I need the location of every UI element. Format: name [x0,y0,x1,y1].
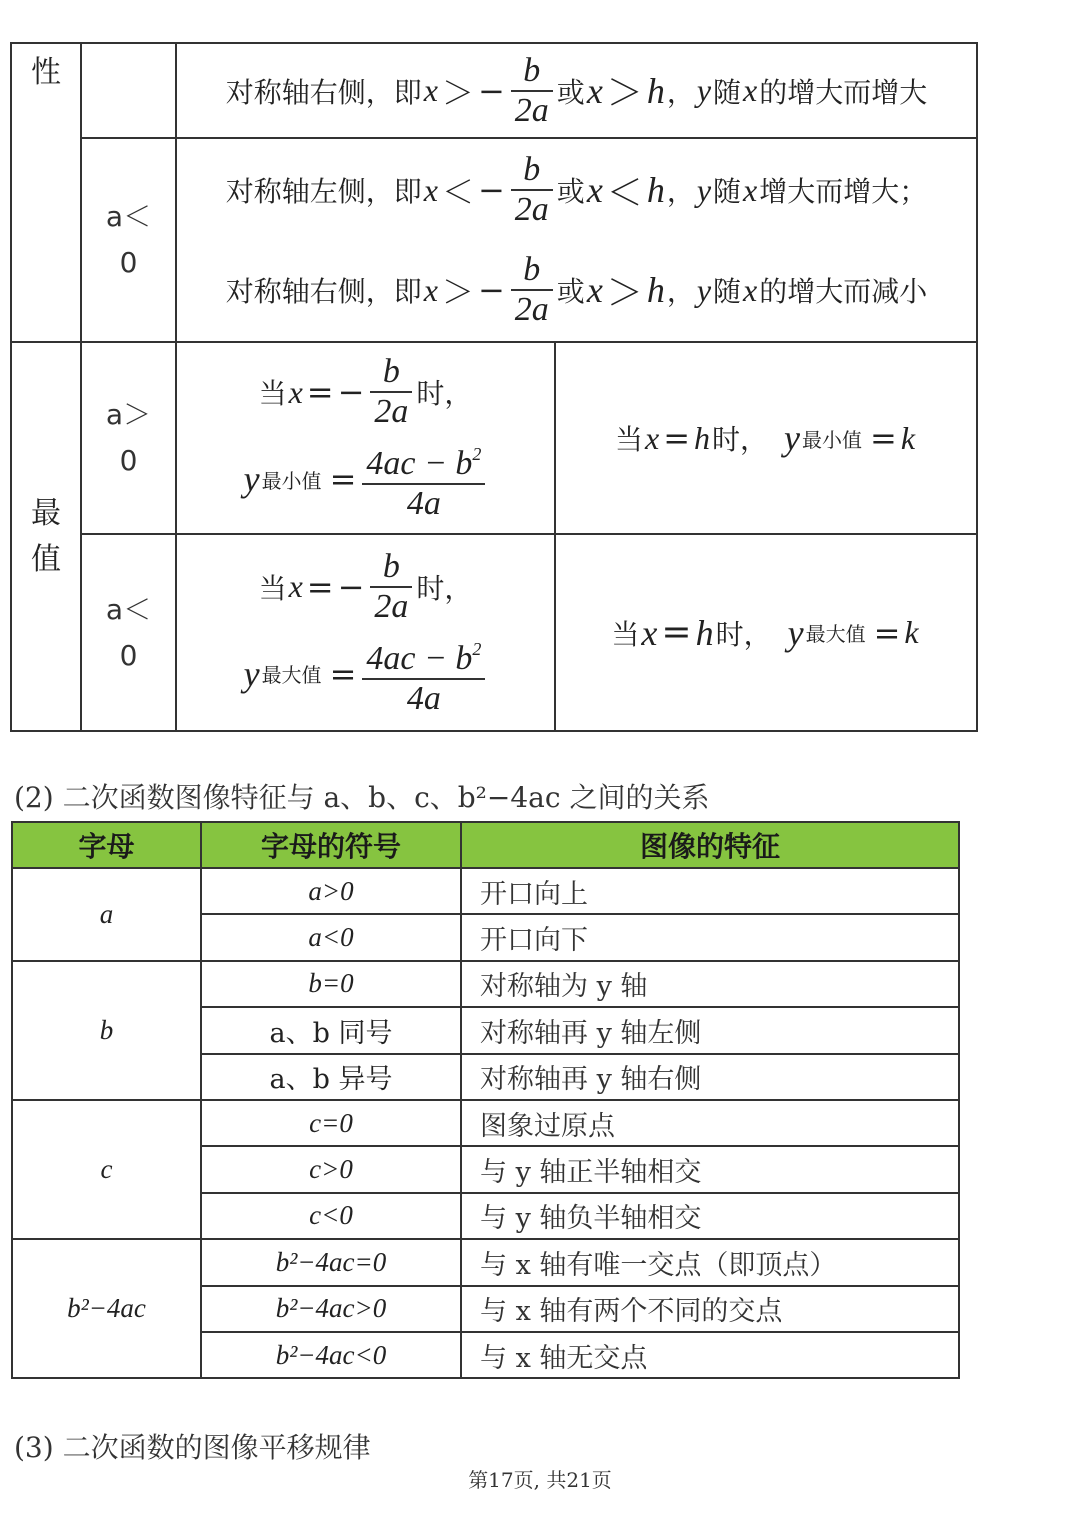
table-row [12,1239,959,1285]
sign-a-negative-cell: a＜ 0 [81,138,176,342]
feature-cell: 对称轴为 y 轴 [461,961,959,1007]
mono-negative-cell [176,138,977,342]
properties-table [10,42,978,732]
fraction-vertex-y: $\frac{4ac - b^2}{4a}$ [362,630,485,718]
letter-cell: c [12,1100,201,1239]
extreme-label-2: 值 [31,541,61,577]
page-number: 第17页, 共21页 [468,1468,612,1492]
feature-cell: 与 y 轴正半轴相交 [461,1146,959,1192]
min-formula-cell [176,342,555,534]
letter-cell: a [12,868,201,961]
feature-cell: 图象过原点 [461,1100,959,1146]
header-sign: 字母的符号 [201,822,461,868]
monotonicity-label-cell [11,43,81,342]
monotonicity-label: 性 [31,55,61,90]
mono-right-decrease: 对称轴右侧，即 x ＞ − $\frac{b}{2a}$ 或 x ＞ h ， y 随 x 的增大而减小 [225,251,928,328]
min-formula: 当 x = − $\frac{b}{2a}$ 时， y 最小值 = $\frac{4ac - b^2}{4a}$ [177,353,554,523]
feature-cell: 开口向上 [461,868,959,914]
feature-cell: 与 y 轴负半轴相交 [461,1193,959,1239]
min-vertex: 当 x = h 时， y 最小值 = k [614,418,916,458]
fraction-b-over-2a: $\frac{b}{2a}$ [370,548,412,626]
sign-cell: a、b 同号 [201,1007,461,1053]
table-row [12,1100,959,1146]
max-formula-cell [176,534,555,731]
table-row [12,961,959,1007]
letter-cell: b²−4ac [12,1239,201,1378]
mono-left-increase: 对称轴左侧，即 x ＜ − $\frac{b}{2a}$ 或 x ＜ h ， y 随 x 增大而增大； [225,151,928,228]
min-vertex-cell [555,342,977,534]
feature-cell: 对称轴再 y 轴右侧 [461,1054,959,1100]
fraction-b-over-2a: $\frac{b}{2a}$ [511,52,553,130]
header-feature: 图像的特征 [461,822,959,868]
fraction-b-over-2a: $\frac{b}{2a}$ [511,251,553,329]
feature-cell: 与 x 轴有唯一交点（即顶点） [461,1239,959,1285]
feature-cell: 对称轴再 y 轴左侧 [461,1007,959,1053]
section-2-heading: (2) 二次函数图像特征与 a、b、c、b²−4ac 之间的关系 [14,781,710,814]
header-letter: 字母 [12,822,201,868]
sign-a-negative-cell-2: a＜ 0 [81,534,176,731]
mono-right-increase: 对称轴右侧，即 x ＞ − $\frac{b}{2a}$ 或 x ＞ h ， y 随 x 的增大而增大 [225,51,928,129]
mono-right-increase-cell [176,43,977,138]
sign-cell: b²−4ac>0 [201,1286,461,1332]
sign-cell: c>0 [201,1146,461,1192]
sign-cell: c<0 [201,1193,461,1239]
max-formula: 当 x = − $\frac{b}{2a}$ 时， y 最大值 = $\frac{4ac - b^2}{4a}$ [177,548,554,718]
fraction-vertex-y: $\frac{4ac - b^2}{4a}$ [362,435,485,523]
max-vertex-cell [555,534,977,731]
fraction-b-over-2a: $\frac{b}{2a}$ [511,151,553,229]
sign-cell: a<0 [201,914,461,960]
feature-cell: 与 x 轴有两个不同的交点 [461,1286,959,1332]
max-vertex: 当 x = h 时， y 最大值 = k [611,612,919,653]
sign-cell: c=0 [201,1100,461,1146]
sign-cell: a、b 异号 [201,1054,461,1100]
sign-cell: a>0 [201,868,461,914]
letter-cell: b [12,961,201,1100]
extreme-label-1: 最 [31,495,61,531]
feature-cell: 与 x 轴无交点 [461,1332,959,1378]
extreme-value-label-cell [11,342,81,731]
table-row [12,868,959,914]
sign-cell: b²−4ac<0 [201,1332,461,1378]
sign-a-positive-cell: a＞ 0 [81,342,176,534]
section-3-heading: (3) 二次函数的图像平移规律 [14,1431,371,1464]
empty-sign-cell [81,43,176,138]
sign-cell: b²−4ac=0 [201,1239,461,1285]
coefficient-features-table [11,821,960,1379]
fraction-b-over-2a: $\frac{b}{2a}$ [370,353,412,431]
feature-cell: 开口向下 [461,914,959,960]
table-header-row [12,822,959,868]
sign-cell: b=0 [201,961,461,1007]
